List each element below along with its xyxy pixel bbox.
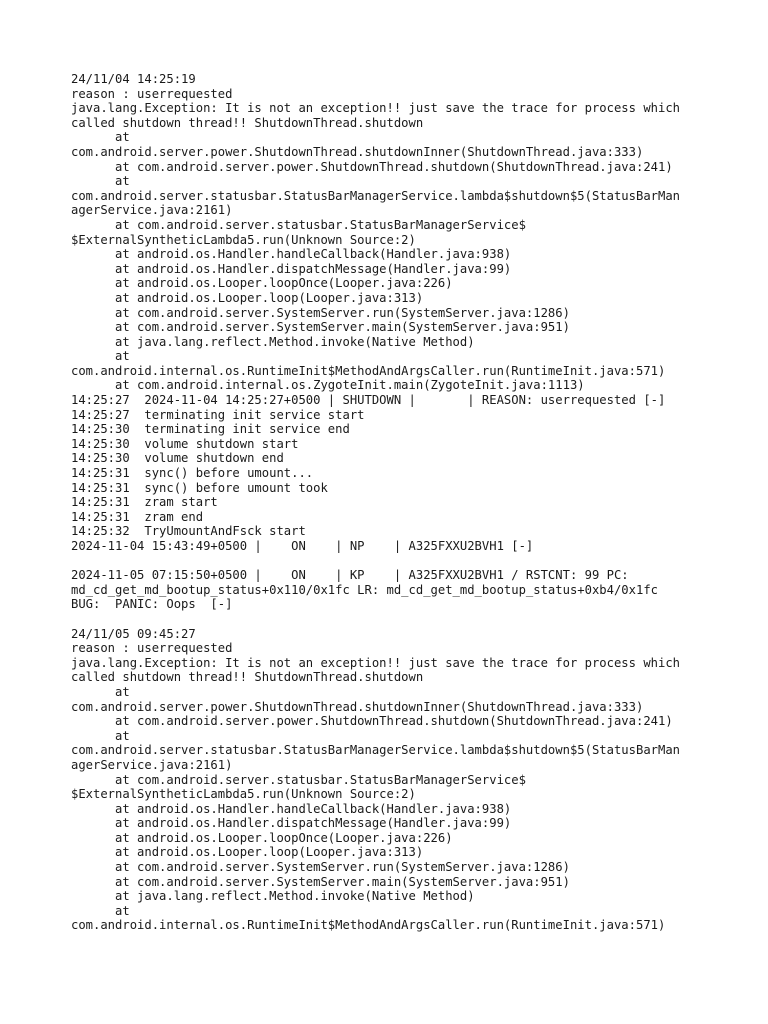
log-line: agerService.java:2161) xyxy=(71,757,233,772)
log-line: at xyxy=(71,349,130,364)
log-line: reason : userrequested xyxy=(71,86,233,101)
log-line: at xyxy=(71,174,130,189)
log-line: at xyxy=(71,130,130,145)
log-line: 2024-11-05 07:15:50+0500 | ON | KP | A325FXXU2BVH1 / RSTCNT: 99 PC: xyxy=(71,568,629,583)
log-line: at com.android.server.SystemServer.main(SystemServer.java:951) xyxy=(71,874,570,889)
log-line: at com.android.internal.os.ZygoteInit.main(ZygoteInit.java:1113) xyxy=(71,378,585,393)
log-line: reason : userrequested xyxy=(71,641,233,656)
log-line: 14:25:27 2024-11-04 14:25:27+0500 | SHUTDOWN | | REASON: userrequested [-] xyxy=(71,393,666,408)
log-line: java.lang.Exception: It is not an exception!! just save the trace for process which xyxy=(71,655,681,670)
log-line: at com.android.server.SystemServer.run(SystemServer.java:1286) xyxy=(71,305,570,320)
log-line: at android.os.Handler.handleCallback(Handler.java:938) xyxy=(71,247,512,262)
log-line: com.android.internal.os.RuntimeInit$MethodAndArgsCaller.run(RuntimeInit.java:571) xyxy=(71,363,666,378)
log-line: at xyxy=(71,903,130,918)
log-line: at android.os.Looper.loop(Looper.java:313) xyxy=(71,290,424,305)
log-line: com.android.server.statusbar.StatusBarManagerService.lambda$shutdown$5(StatusBarMan xyxy=(71,743,681,758)
log-line: 14:25:32 TryUmountAndFsck start xyxy=(71,524,306,539)
log-line: 14:25:30 terminating init service end xyxy=(71,422,350,437)
log-line: 2024-11-04 15:43:49+0500 | ON | NP | A325FXXU2BVH1 [-] xyxy=(71,539,534,553)
log-line: md_cd_get_md_bootup_status+0x110/0x1fc LR: md_cd_get_md_bootup_status+0xb4/0x1fc xyxy=(71,582,658,597)
log-line: called shutdown thread!! ShutdownThread.shutdown xyxy=(71,670,424,685)
log-line: at com.android.server.SystemServer.run(SystemServer.java:1286) xyxy=(71,860,570,875)
log-line: com.android.internal.os.RuntimeInit$MethodAndArgsCaller.run(RuntimeInit.java:571) xyxy=(71,918,666,933)
log-line: 14:25:30 volume shutdown start xyxy=(71,436,299,451)
log-line: agerService.java:2161) xyxy=(71,203,233,218)
log-line: $ExternalSyntheticLambda5.run(Unknown Source:2) xyxy=(71,232,416,247)
log-line: at android.os.Handler.handleCallback(Handler.java:938) xyxy=(71,801,512,816)
log-line: 14:25:31 sync() before umount took xyxy=(71,480,328,495)
log-line: at com.android.server.power.ShutdownThread.shutdown(ShutdownThread.java:241) xyxy=(71,714,673,729)
log-line: at xyxy=(71,728,130,743)
log-line: at com.android.server.SystemServer.main(SystemServer.java:951) xyxy=(71,320,570,335)
blank-line xyxy=(71,554,711,569)
log-document xyxy=(71,72,711,933)
log-line: called shutdown thread!! ShutdownThread.shutdown xyxy=(71,115,424,130)
log-line: at android.os.Looper.loopOnce(Looper.java:226) xyxy=(71,276,453,291)
log-line: com.android.server.statusbar.StatusBarManagerService.lambda$shutdown$5(StatusBarMan xyxy=(71,188,681,203)
log-line: at xyxy=(71,684,130,699)
log-line: $ExternalSyntheticLambda5.run(Unknown Source:2) xyxy=(71,787,416,802)
log-line: 14:25:27 terminating init service start xyxy=(71,407,365,422)
blank-line xyxy=(71,612,711,627)
log-line: at android.os.Handler.dispatchMessage(Handler.java:99) xyxy=(71,816,512,831)
log-line: at android.os.Handler.dispatchMessage(Handler.java:99) xyxy=(71,261,512,276)
log-line: java.lang.Exception: It is not an exception!! just save the trace for process which xyxy=(71,101,681,116)
log-line: 14:25:31 zram start xyxy=(71,495,218,510)
log-line: BUG: PANIC: Oops [-] xyxy=(71,597,233,612)
log-line: at android.os.Looper.loop(Looper.java:313) xyxy=(71,845,424,860)
log-line: at java.lang.reflect.Method.invoke(Native Method) xyxy=(71,334,475,349)
log-line: at com.android.server.statusbar.StatusBarManagerService$ xyxy=(71,217,526,232)
log-line: 14:25:31 sync() before umount... xyxy=(71,466,314,481)
log-line: at com.android.server.power.ShutdownThread.shutdown(ShutdownThread.java:241) xyxy=(71,159,673,174)
log-line: 24/11/05 09:45:27 xyxy=(71,626,196,641)
log-line: at java.lang.reflect.Method.invoke(Native Method) xyxy=(71,889,475,904)
log-line: 24/11/04 14:25:19 xyxy=(71,72,196,86)
log-line: 14:25:31 zram end xyxy=(71,509,204,524)
log-line: 14:25:30 volume shutdown end xyxy=(71,451,284,466)
log-line: com.android.server.power.ShutdownThread.shutdownInner(ShutdownThread.java:333) xyxy=(71,699,644,714)
log-line: at android.os.Looper.loopOnce(Looper.java:226) xyxy=(71,830,453,845)
log-line: com.android.server.power.ShutdownThread.shutdownInner(ShutdownThread.java:333) xyxy=(71,144,644,159)
log-line: at com.android.server.statusbar.StatusBarManagerService$ xyxy=(71,772,526,787)
